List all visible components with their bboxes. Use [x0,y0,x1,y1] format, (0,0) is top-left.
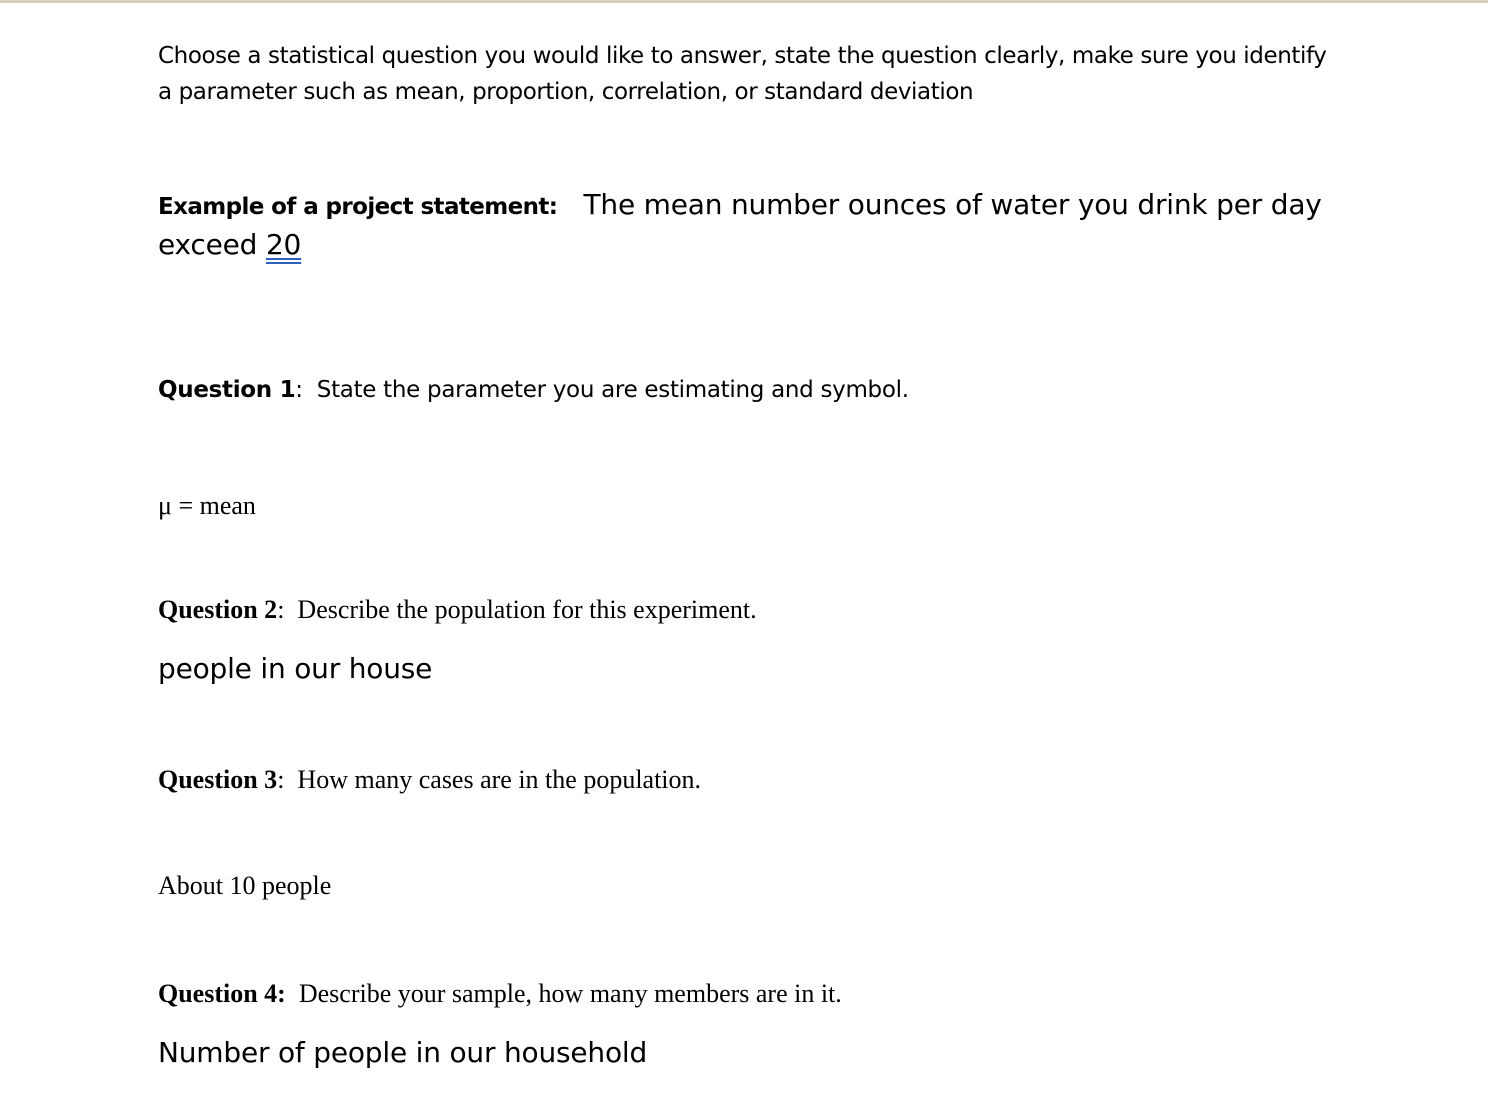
example-line2-prefix: exceed [158,228,266,261]
question-1-label: Question 1 [158,377,296,403]
question-4 [158,977,842,1011]
question-4-label: Question 4: [158,979,286,1008]
answer-1: μ = mean [158,491,256,520]
question-2 [158,593,757,627]
example-text: The mean number ounces of water you drink per day [583,188,1322,221]
question-2-colon: : [277,595,285,624]
question-4-text: Describe your sample, how many members are in it. [298,979,842,1008]
question-3-text: How many cases are in the population. [297,765,702,794]
example-statement [158,186,1322,264]
question-3 [158,763,701,797]
question-1-colon: : [295,377,303,403]
answer-3: About 10 people [158,871,332,900]
intro-paragraph [158,38,1327,110]
example-line-1 [158,186,1322,226]
answer-4: Number of people in our household [158,1036,648,1069]
question-1 [158,373,909,407]
question-2-text: Describe the population for this experiment. [297,595,757,624]
example-number: 20 [265,228,302,261]
intro-line-1: Choose a statistical question you would like to answer, state the question clearly, make sure you identify [158,43,1327,69]
question-1-text: State the parameter you are estimating and symbol. [316,377,909,403]
question-3-colon: : [277,765,285,794]
intro-line-2: a parameter such as mean, proportion, correlation, or standard deviation [158,79,974,105]
example-line-2 [158,226,1322,264]
question-2-label: Question 2 [158,595,278,624]
answer-2: people in our house [158,652,433,685]
question-3-label: Question 3 [158,765,278,794]
example-label: Example of a project statement: [158,194,558,220]
